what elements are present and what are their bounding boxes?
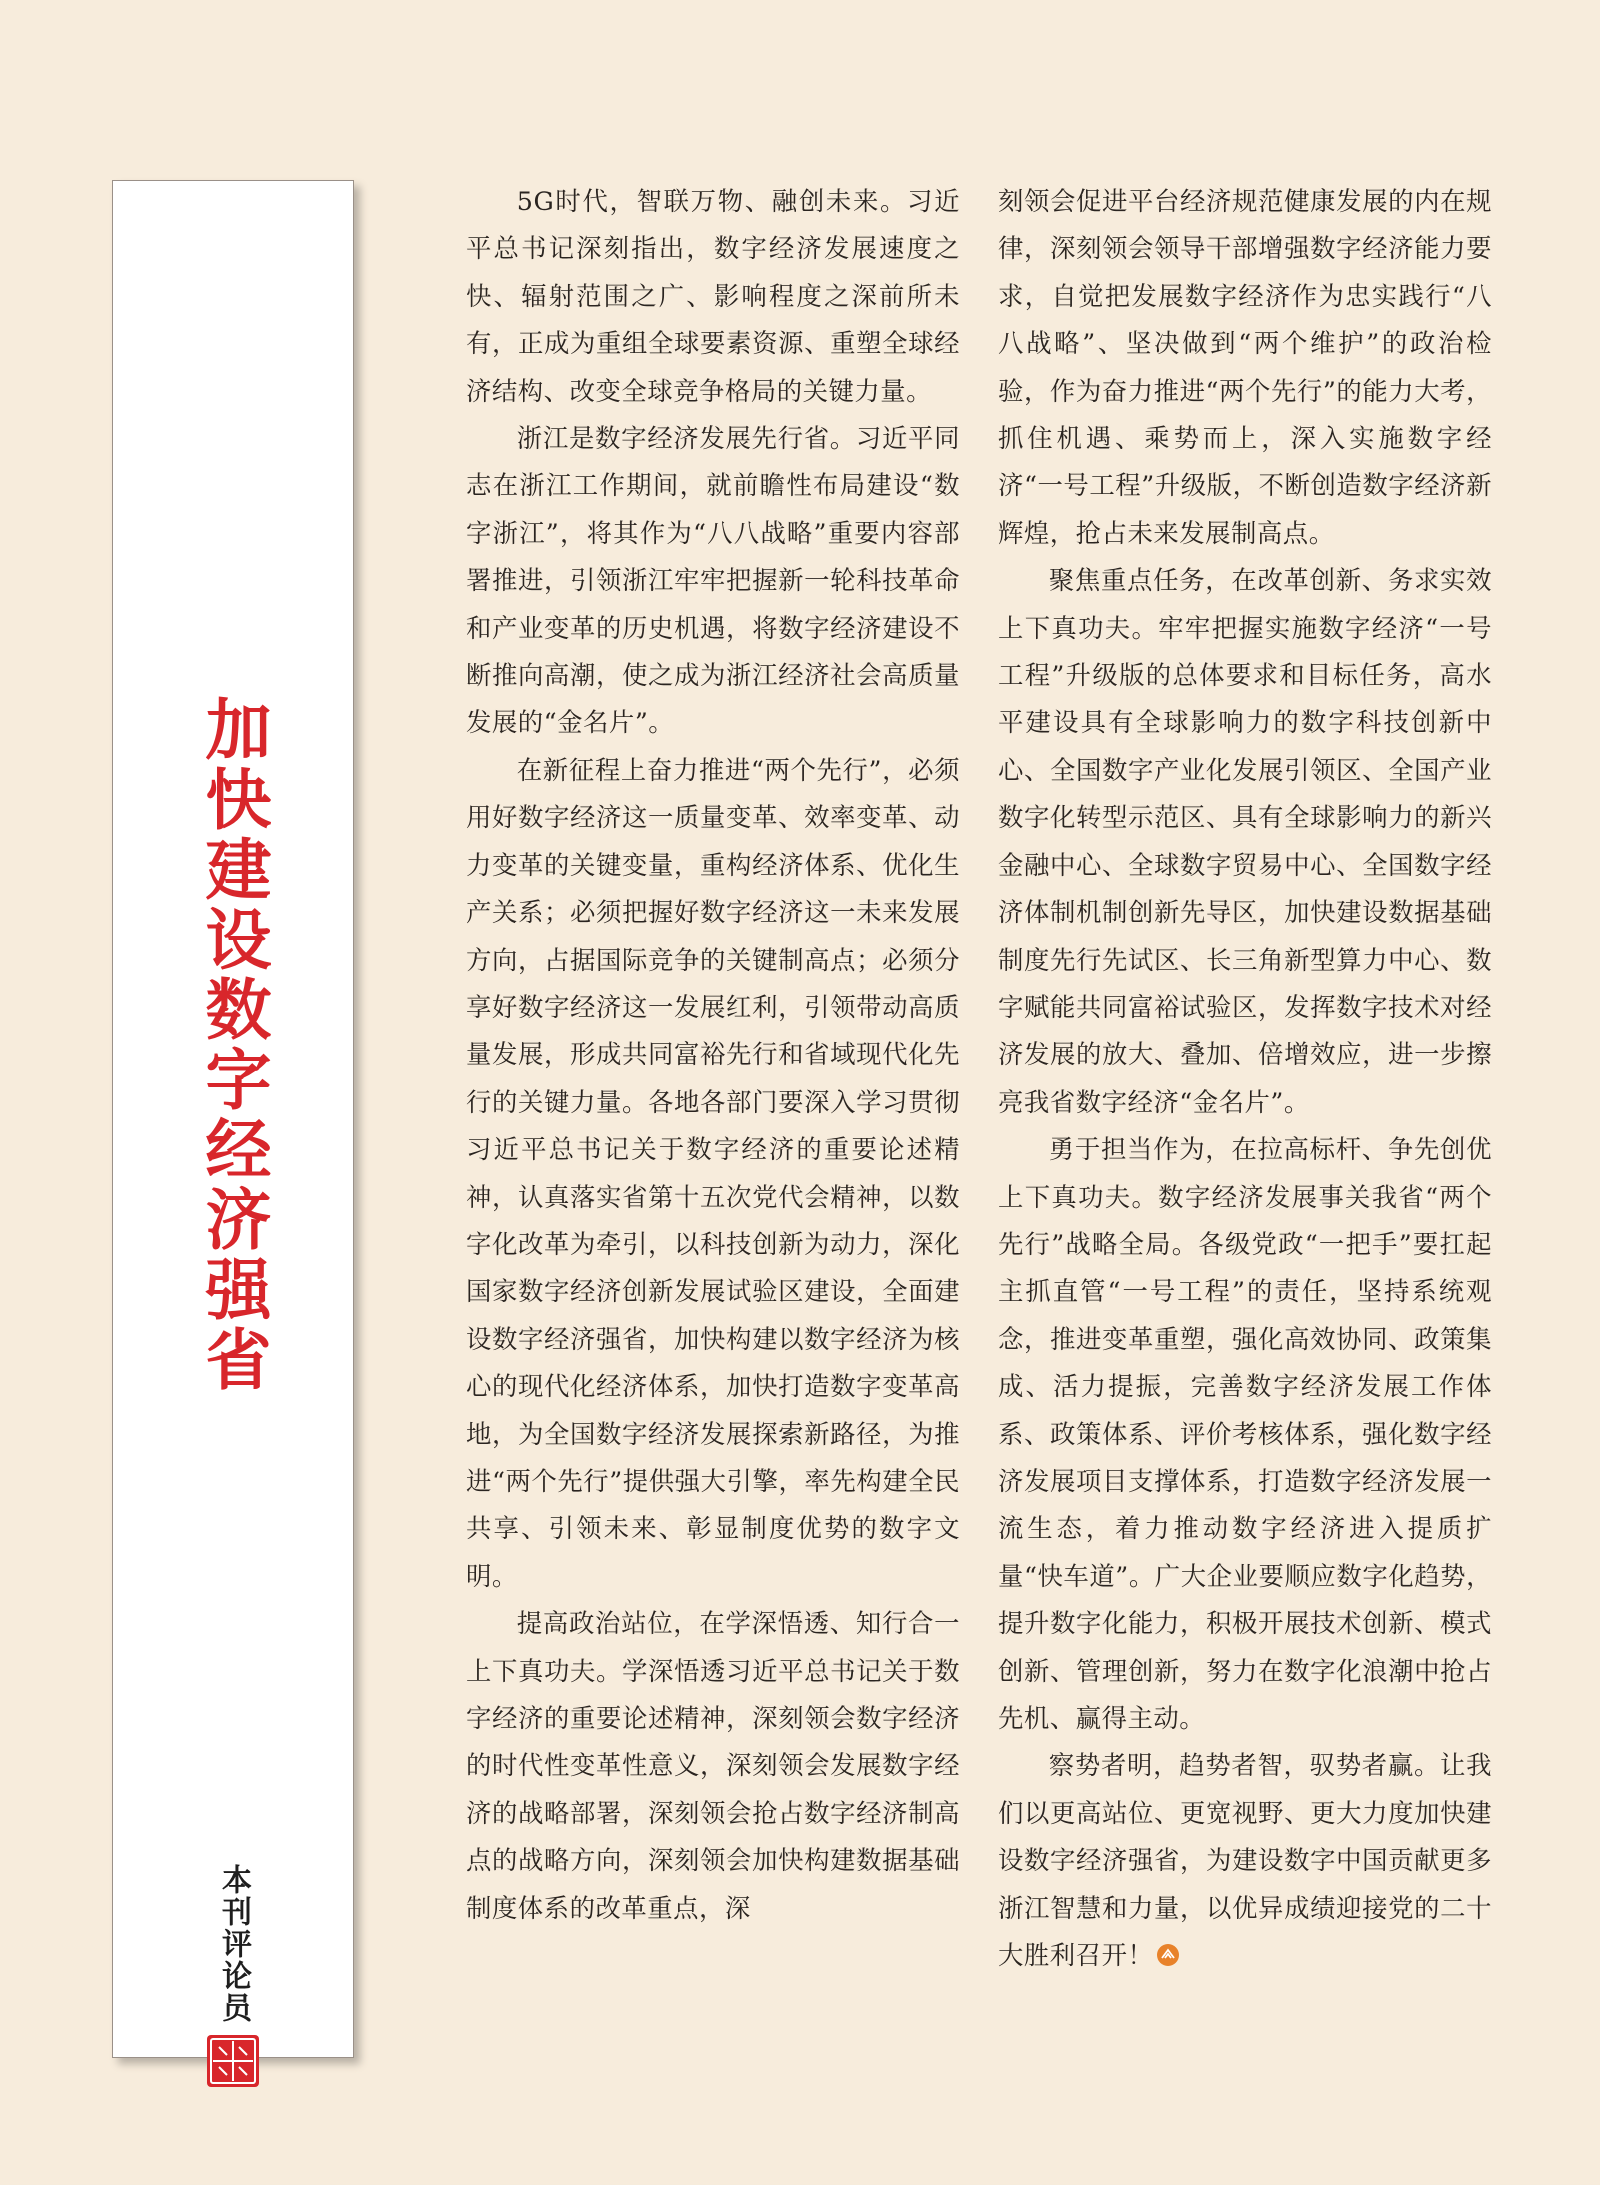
article-column-left <box>466 178 960 1932</box>
article-column-right <box>998 178 1492 1979</box>
paragraph: 勇于担当作为，在拉高标杆、争先创优上下真功夫。数字经济发展事关我省“两个先行”战略全局。各级党政“一把手”要扛起主抓直管“一号工程”的责任，坚持系统观念，推进变革重塑，强化高效协同、政策集成、活力提振，完善数字经济发展工作体系、政策体系、评价考核体系，强化数字经济发展项目支撑体系，打造数字经济发展一流生态，着力推动数字经济进入提质扩量“快车道”。广大企业要顺应数字化趋势，提升数字化能力，积极开展技术创新、模式创新、管理创新，努力在数字化浪潮中抢占先机、赢得主动。 <box>998 1134 1492 1733</box>
author-byline: 本刊评论员 <box>216 1864 251 2024</box>
article-title: 加快建设数字经济强省 <box>194 695 271 1395</box>
closing-text: 察势者明，趋势者智，驭势者赢。让我们以更高站位、更宽视野、更大力度加快建设数字经济强省，为建设数字中国贡献更多浙江智慧和力量，以优异成绩迎接党的二十大胜利召开！ <box>998 1750 1492 1971</box>
paragraph: 聚焦重点任务，在改革创新、务求实效上下真功夫。牢牢把握实施数字经济“一号工程”升级版的总体要求和目标任务，高水平建设具有全球影响力的数字科技创新中心、全国数字产业化发展引领区、全国产业数字化转型示范区、具有全球影响力的新兴金融中心、全球数字贸易中心、全国数字经济体制机制创新先导区，加快建设数据基础制度先行先试区、长三角新型算力中心、数字赋能共同富裕试验区，发挥数字技术对经济发展的放大、叠加、倍增效应，进一步擦亮我省数字经济“金名片”。 <box>998 565 1492 1117</box>
paragraph: 5G时代，智联万物、融创未来。习近平总书记深刻指出，数字经济发展速度之快、辐射范围之广、影响程度之深前所未有，正成为重组全球要素资源、重塑全球经济结构、改变全球竞争格局的关键力量。 <box>466 186 960 406</box>
paragraph: 浙江是数字经济发展先行省。习近平同志在浙江工作期间，就前瞻性布局建设“数字浙江”，将其作为“八八战略”重要内容部署推进，引领浙江牢牢把握新一轮科技革命和产业变革的历史机遇，将数字经济建设不断推向高潮，使之成为浙江经济社会高质量发展的“金名片”。 <box>466 423 960 738</box>
paragraph-continued: 刻领会促进平台经济规范健康发展的内在规律，深刻领会领导干部增强数字经济能力要求，自觉把发展数字经济作为忠实践行“八八战略”、坚决做到“两个维护”的政治检验，作为奋力推进“两个先行”的能力大考，抓住机遇、乘势而上，深入实施数字经济“一号工程”升级版，不断创造数字经济新辉煌，抢占未来发展制高点。 <box>998 186 1492 548</box>
seal-stamp <box>205 2033 261 2089</box>
paragraph: 在新征程上奋力推进“两个先行”，必须用好数字经济这一质量变革、效率变革、动力变革的关键变量，重构经济体系、优化生产关系；必须把握好数字经济这一未来发展方向，占据国际竞争的关键制高点；必须分享好数字经济这一发展红利，引领带动高质量发展，形成共同富裕先行和省域现代化先行的关键力量。各地各部门要深入学习贯彻习近平总书记关于数字经济的重要论述精神，认真落实省第十五次党代会精神，以数字化改革为牵引，以科技创新为动力，深化国家数字经济创新发展试验区建设，全面建设数字经济强省，加快构建以数字经济为核心的现代化经济体系，加快打造数字变革高地，为全国数字经济发展探索新路径，为推进“两个先行”提供强大引擎，率先构建全民共享、引领未来、彰显制度优势的数字文明。 <box>466 754 960 1591</box>
paragraph-final <box>998 1742 1492 1979</box>
end-mark-icon <box>1156 1943 1180 1967</box>
title-panel <box>112 180 354 2058</box>
paragraph: 提高政治站位，在学深悟透、知行合一上下真功夫。学深悟透习近平总书记关于数字经济的重要论述精神，深刻领会数字经济的时代性变革性意义，深刻领会发展数字经济的战略部署，深刻领会抢占数字经济制高点的战略方向，深刻领会加快构建数据基础制度体系的改革重点，深 <box>466 1608 960 1923</box>
